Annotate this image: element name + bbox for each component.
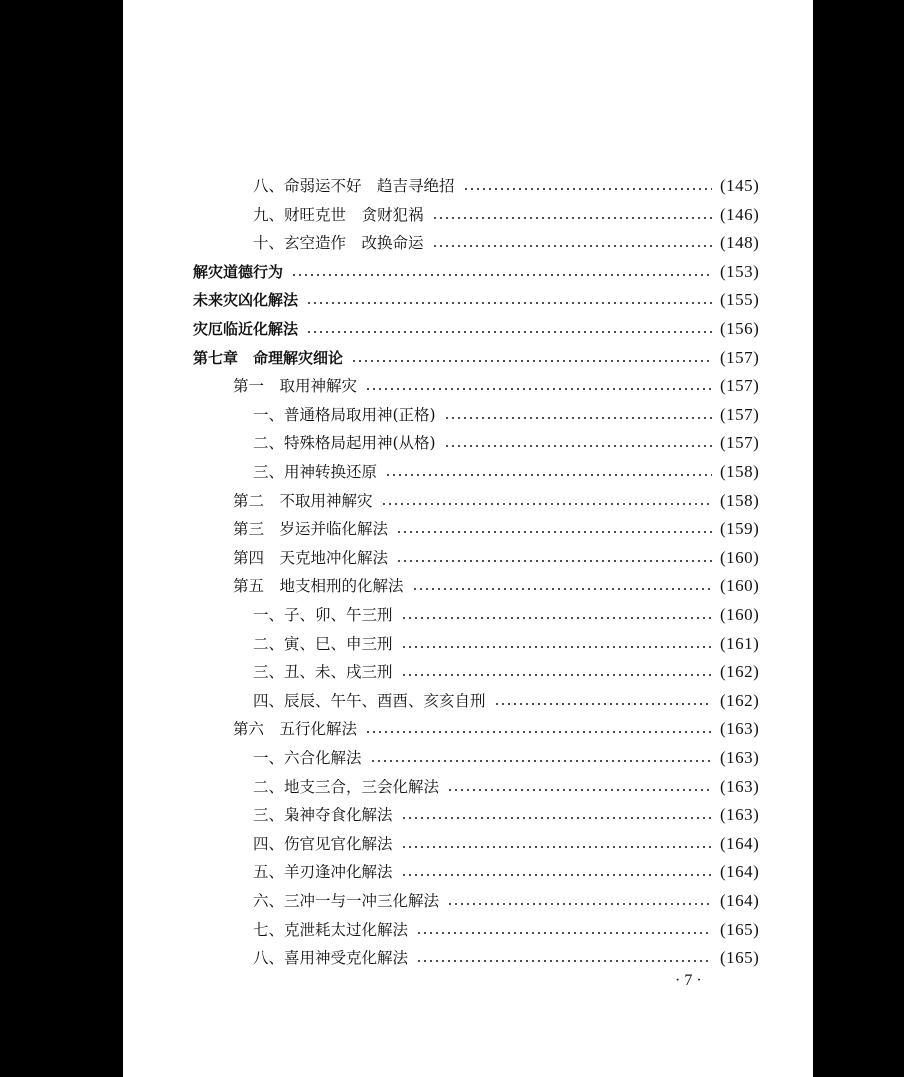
toc-entry[interactable] bbox=[193, 288, 776, 312]
toc-dot-leader bbox=[447, 903, 712, 905]
toc-dot-leader bbox=[401, 817, 712, 819]
toc-entry-page: (158) bbox=[720, 462, 760, 481]
toc-entry-title: 二、地支三合，三会化解法 bbox=[253, 777, 440, 796]
toc-dot-leader bbox=[401, 874, 712, 876]
toc-dot-leader bbox=[401, 674, 712, 676]
toc-dot-leader bbox=[444, 417, 712, 419]
toc-dot-leader bbox=[416, 960, 712, 962]
toc-entry-title: 第二 不取用神解灾 bbox=[233, 491, 373, 510]
toc-dot-leader bbox=[396, 531, 712, 533]
page-number: · 7 · bbox=[675, 972, 702, 989]
toc-entry-page: (153) bbox=[720, 261, 760, 281]
toc-entry[interactable] bbox=[253, 403, 776, 427]
toc-entry[interactable] bbox=[193, 260, 776, 284]
toc-entry-title: 九、财旺克世 贪财犯祸 bbox=[253, 205, 424, 224]
toc-entry-title: 三、枭神夺食化解法 bbox=[253, 806, 393, 825]
toc-entry[interactable] bbox=[193, 346, 776, 370]
toc-entry[interactable] bbox=[233, 374, 776, 398]
toc-entry-title: 第四 天克地冲化解法 bbox=[233, 548, 389, 567]
toc-entry-page: (160) bbox=[720, 547, 760, 567]
toc-entry[interactable] bbox=[253, 203, 776, 227]
toc-entry-title: 六、三冲一与一冲三化解法 bbox=[253, 892, 440, 910]
toc-entry[interactable] bbox=[233, 517, 776, 541]
toc-entry-page: (161) bbox=[720, 633, 760, 653]
toc-entry[interactable] bbox=[253, 174, 776, 198]
toc-entry-page: (159) bbox=[720, 519, 760, 539]
book-page bbox=[123, 0, 813, 1077]
toc-entry-page: (156) bbox=[720, 319, 760, 338]
toc-entry-title: 三、用神转换还原 bbox=[253, 463, 378, 481]
toc-entry-title: 八、命弱运不好 趋吉寻绝招 bbox=[253, 177, 455, 195]
toc-dot-leader bbox=[416, 932, 712, 934]
toc-dot-leader bbox=[401, 617, 712, 619]
toc-dot-leader bbox=[306, 331, 712, 333]
toc-entry-title: 二、寅、巳、申三刑 bbox=[253, 634, 393, 653]
toc-dot-leader bbox=[351, 360, 712, 362]
toc-dot-leader bbox=[401, 646, 712, 648]
toc-entry[interactable] bbox=[233, 574, 776, 598]
toc-dot-leader bbox=[396, 560, 712, 562]
toc-entry[interactable] bbox=[253, 803, 776, 827]
toc-entry-page: (164) bbox=[720, 862, 760, 882]
toc-entry-page: (157) bbox=[720, 404, 760, 424]
toc-entry[interactable] bbox=[193, 317, 776, 341]
toc-dot-leader bbox=[401, 846, 712, 848]
toc-entry-page: (157) bbox=[720, 433, 760, 453]
toc-entry-title: 七、克泄耗太过化解法 bbox=[253, 920, 409, 939]
toc-entry[interactable] bbox=[253, 460, 776, 484]
toc-entry-title: 五、羊刃逢冲化解法 bbox=[253, 863, 393, 882]
toc-dot-leader bbox=[306, 302, 712, 304]
toc-entry-title: 二、特殊格局起用神(从格) bbox=[253, 434, 436, 453]
toc-entry-page: (146) bbox=[720, 204, 760, 224]
toc-entry[interactable] bbox=[253, 746, 776, 770]
toc-dot-leader bbox=[381, 503, 712, 505]
toc-dot-leader bbox=[370, 760, 712, 762]
toc-entry[interactable] bbox=[253, 946, 776, 970]
toc-entry-title: 一、子、卯、午三刑 bbox=[253, 606, 393, 624]
toc-entry-page: (155) bbox=[720, 290, 760, 310]
toc-entry[interactable] bbox=[253, 689, 776, 713]
toc-entry-page: (160) bbox=[720, 605, 760, 624]
toc-entry-title: 四、伤官见官化解法 bbox=[253, 834, 393, 853]
toc-entry-page: (157) bbox=[720, 347, 760, 367]
toc-dot-leader bbox=[291, 274, 712, 276]
toc-entry[interactable] bbox=[253, 231, 776, 255]
toc-entry[interactable] bbox=[253, 431, 776, 455]
toc-entry-page: (145) bbox=[720, 176, 760, 195]
toc-entry-page: (165) bbox=[720, 919, 760, 939]
toc-entry-title: 十、玄空造作 改换命运 bbox=[253, 234, 424, 253]
toc-entry-title: 第一 取用神解灾 bbox=[233, 377, 358, 396]
toc-entry-title: 解灾道德行为 bbox=[193, 262, 284, 281]
toc-entry[interactable] bbox=[233, 717, 776, 741]
toc-entry-page: (157) bbox=[720, 376, 760, 396]
toc-dot-leader bbox=[385, 474, 712, 476]
toc-entry-page: (163) bbox=[720, 748, 760, 767]
toc-entry[interactable] bbox=[253, 775, 776, 799]
toc-dot-leader bbox=[412, 588, 712, 590]
toc-entry-page: (165) bbox=[720, 948, 760, 968]
toc-entry-title: 未来灾凶化解法 bbox=[193, 291, 299, 310]
toc-entry-page: (158) bbox=[720, 490, 760, 510]
toc-entry-page: (163) bbox=[720, 776, 760, 796]
toc-dot-leader bbox=[432, 245, 712, 247]
toc-entry-page: (164) bbox=[720, 891, 760, 910]
toc-entry-title: 第三 岁运并临化解法 bbox=[233, 520, 389, 539]
toc-entry-title: 三、丑、未、戌三刑 bbox=[253, 663, 393, 682]
toc-entry[interactable] bbox=[233, 546, 776, 570]
toc-entry[interactable] bbox=[253, 603, 776, 627]
toc-entry-page: (164) bbox=[720, 833, 760, 853]
toc-entry-title: 一、六合化解法 bbox=[253, 749, 362, 767]
toc-entry[interactable] bbox=[253, 918, 776, 942]
toc-entry-page: (162) bbox=[720, 662, 760, 682]
toc-entry-page: (163) bbox=[720, 719, 760, 739]
toc-entry-page: (163) bbox=[720, 805, 760, 825]
toc-entry-title: 灾厄临近化解法 bbox=[193, 320, 299, 338]
toc-entry[interactable] bbox=[253, 832, 776, 856]
toc-entry-page: (162) bbox=[720, 690, 760, 710]
toc-entry-title: 第七章 命理解灾细论 bbox=[193, 348, 344, 367]
toc-entry-page: (160) bbox=[720, 576, 760, 596]
toc-dot-leader bbox=[463, 188, 712, 190]
toc-entry[interactable] bbox=[253, 860, 776, 884]
toc-entry-title: 八、喜用神受克化解法 bbox=[253, 949, 409, 968]
toc-entry[interactable] bbox=[253, 660, 776, 684]
toc-dot-leader bbox=[365, 731, 712, 733]
toc-dot-leader bbox=[432, 217, 712, 219]
toc-dot-leader bbox=[444, 445, 712, 447]
toc-entry-title: 一、普通格局取用神(正格) bbox=[253, 405, 436, 424]
toc-dot-leader bbox=[365, 388, 712, 390]
toc-entry[interactable] bbox=[253, 632, 776, 656]
toc-entry-title: 第六 五行化解法 bbox=[233, 720, 358, 739]
toc-dot-leader bbox=[494, 703, 712, 705]
toc-entry-title: 第五 地支相刑的化解法 bbox=[233, 577, 404, 596]
toc-entry[interactable] bbox=[253, 889, 776, 913]
toc-entry-title: 四、辰辰、午午、酉酉、亥亥自刑 bbox=[253, 691, 486, 710]
toc-entry-page: (148) bbox=[720, 233, 760, 253]
toc-dot-leader bbox=[447, 789, 712, 791]
toc-entry[interactable] bbox=[233, 489, 776, 513]
